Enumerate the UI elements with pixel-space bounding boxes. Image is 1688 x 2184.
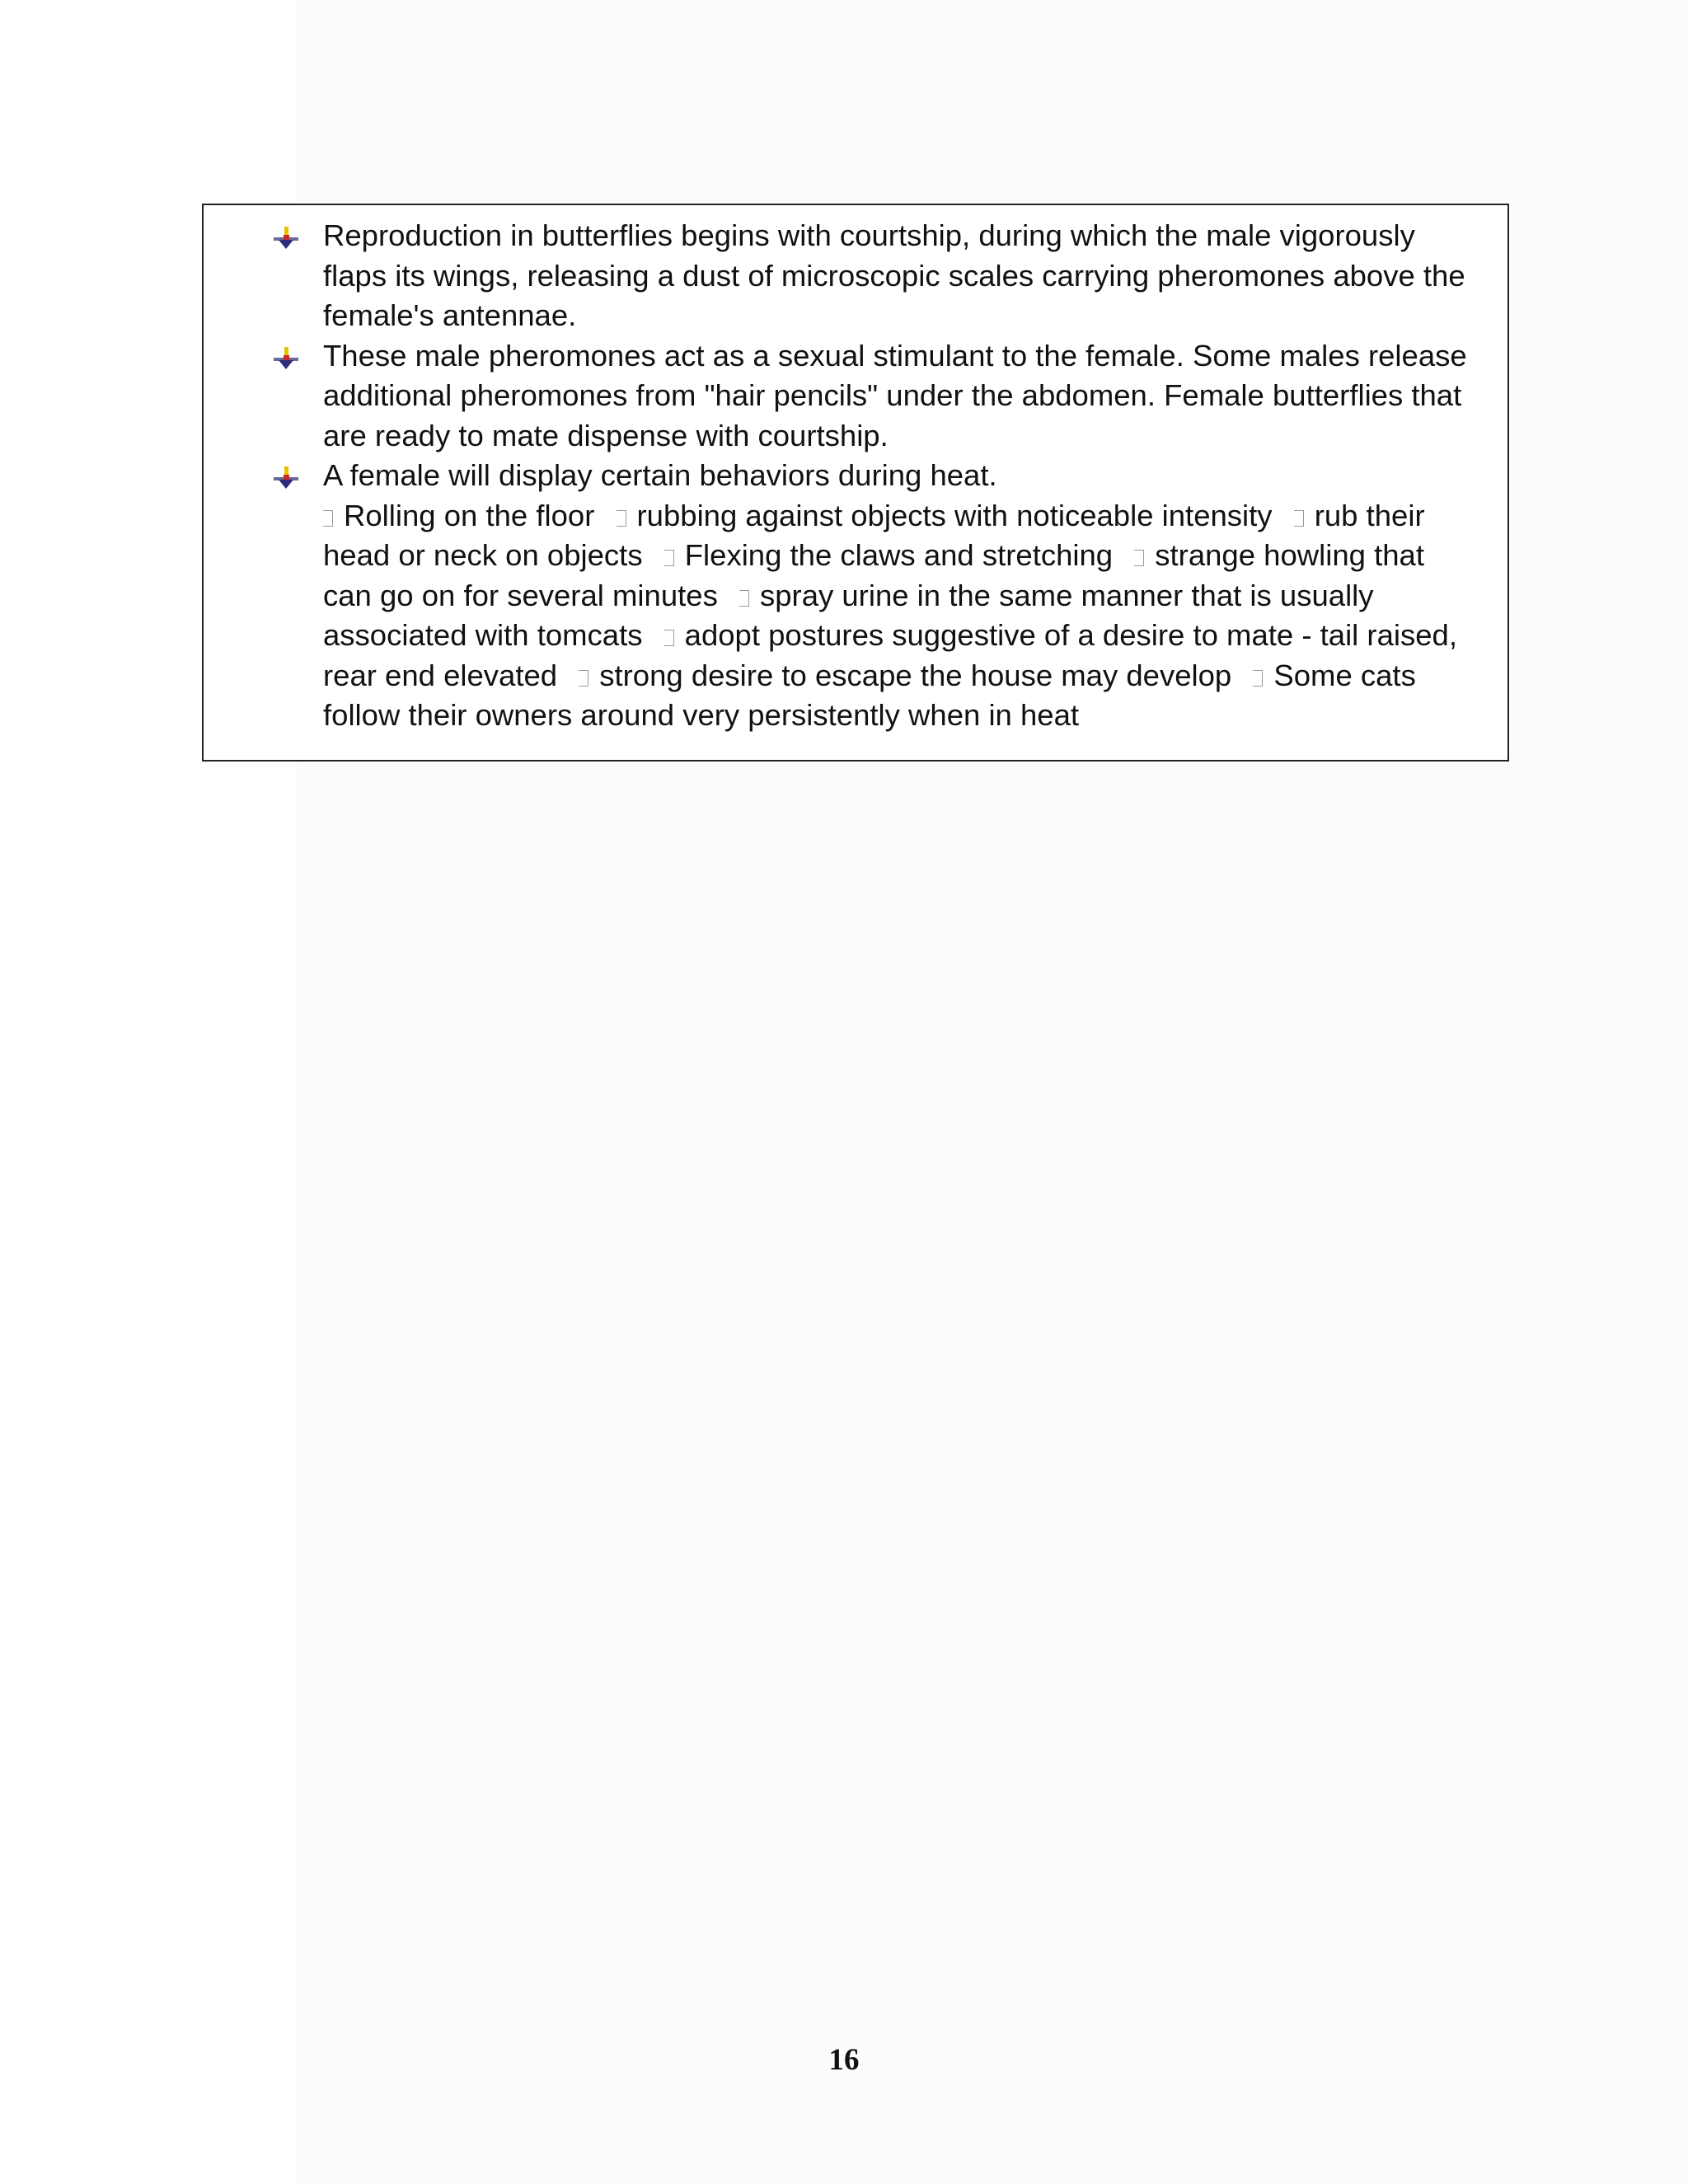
behavior-text: adopt postures suggestive of a desire to mate - tail raised, rear end elevated	[323, 618, 1457, 692]
checkbox-glyph-icon	[1294, 510, 1304, 527]
bullet-text: A female will display certain behaviors during heat.	[323, 458, 997, 492]
behavior-item	[565, 658, 1231, 692]
bullet-item-pheromones	[204, 336, 1507, 457]
page-number: 16	[828, 2043, 860, 2077]
bullet-item-heat-behaviors	[204, 456, 1507, 736]
bullet-text: Reproduction in butterflies begins with courtship, during which the male vigorously flaps its wings, releasing a dust of microscopic scales carrying pheromones above the female's antennae.	[323, 218, 1465, 332]
checkbox-glyph-icon	[664, 630, 674, 646]
down-arrow-bullet-icon	[274, 227, 298, 250]
checkbox-glyph-icon	[617, 510, 626, 527]
down-arrow-bullet-icon	[274, 347, 298, 370]
behavior-text: spray urine in the same manner that is usually associated with tomcats	[323, 578, 1374, 652]
behavior-text: rubbing against objects with noticeable intensity	[636, 498, 1273, 532]
behavior-text: rub their head or neck on objects	[323, 498, 1425, 572]
checkbox-glyph-icon	[579, 670, 588, 687]
checkbox-glyph-icon	[664, 550, 674, 566]
bullet-text: These male pheromones act as a sexual stimulant to the female. Some males release additional pheromones from "hair pencils" under the abdomen. Female butterflies that are ready to mate dispense with courtship.	[323, 338, 1467, 452]
down-arrow-bullet-icon	[274, 466, 298, 490]
behavior-item	[651, 538, 1113, 572]
checkbox-glyph-icon	[739, 590, 749, 607]
bullet-item-courtship	[204, 216, 1507, 336]
behavior-text: strong desire to escape the house may develop	[599, 658, 1232, 692]
behavior-text: Flexing the claws and stretching	[684, 538, 1114, 572]
checkbox-glyph-icon	[1253, 670, 1263, 687]
checkbox-glyph-icon	[1134, 550, 1144, 566]
checkbox-glyph-icon	[323, 510, 333, 527]
behavior-list	[323, 496, 1476, 736]
bullet-list	[204, 216, 1507, 736]
behavior-item	[323, 499, 594, 532]
bullet-box	[202, 204, 1509, 762]
behavior-item	[603, 499, 1273, 532]
behavior-text: Rolling on the floor	[344, 498, 595, 532]
behavior-text: strange howling that can go on for several minutes	[323, 538, 1424, 612]
behavior-text: Some cats follow their owners around very persistently when in heat	[323, 658, 1416, 732]
